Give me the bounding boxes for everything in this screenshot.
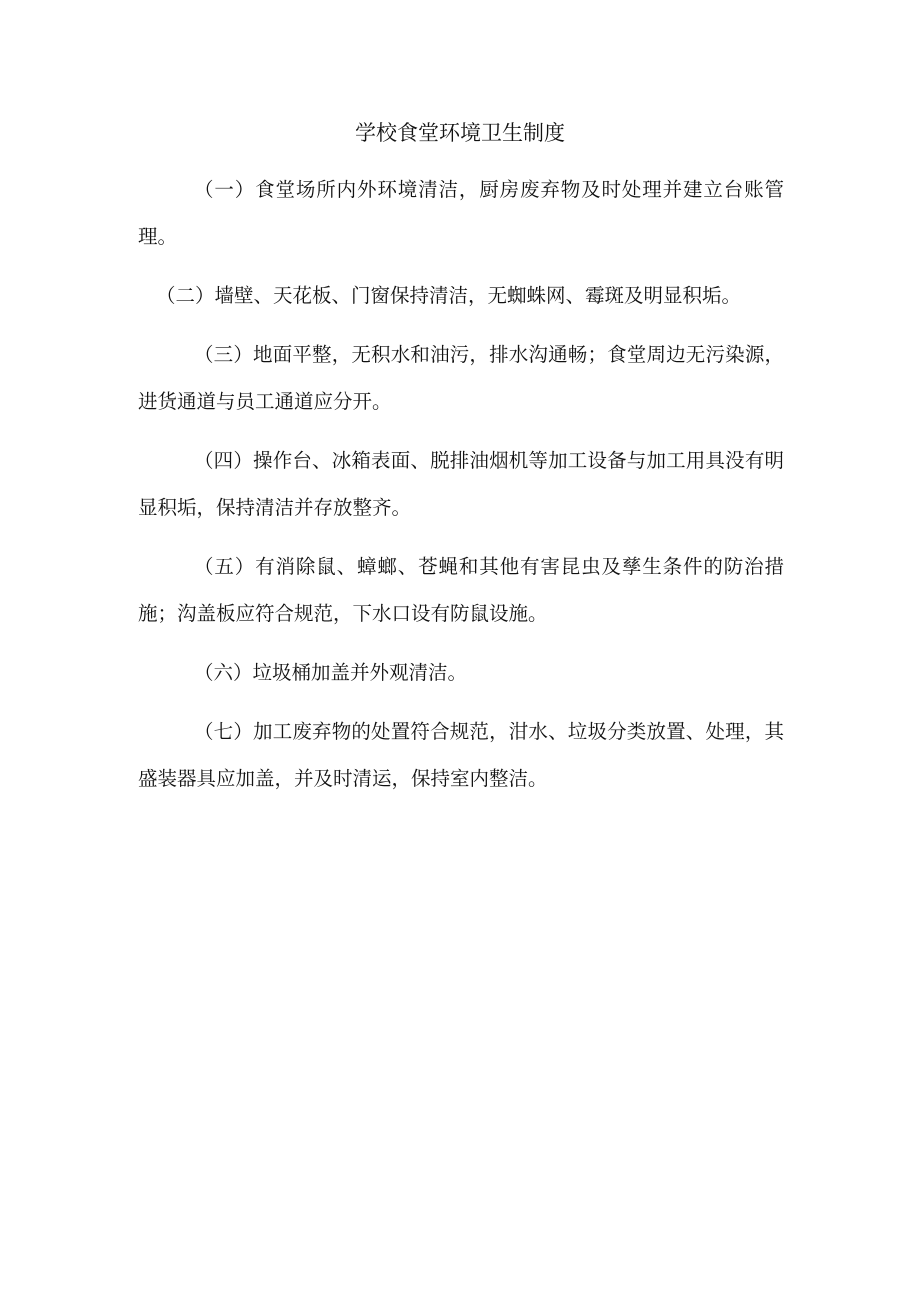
rule-paragraph-6: （六）垃圾桶加盖并外观清洁。: [194, 661, 468, 684]
rule-paragraph-5: （五）有消除鼠、蟑螂、苍蝇和其他有害昆虫及孳生条件的防治措施；沟盖板应符合规范，下水口设有防鼠设施。: [138, 555, 784, 625]
rule-paragraph-1: （一）食堂场所内外环境清洁，厨房废弃物及时处理并建立台账管理。: [138, 178, 784, 248]
rule-paragraph-4: （四）操作台、冰箱表面、脱排油烟机等加工设备与加工用具没有明显积垢，保持清洁并存放整齐。: [138, 449, 784, 519]
rule-paragraph-3: （三）地面平整，无积水和油污，排水沟通畅；食堂周边无污染源，进货通道与员工通道应分开。: [138, 343, 784, 413]
rule-paragraph-7: （七）加工废弃物的处置符合规范，泔水、垃圾分类放置、处理，其盛装器具应加盖，并及时清运，保持室内整洁。: [138, 720, 784, 790]
document-title: 学校食堂环境卫生制度: [355, 121, 565, 145]
rule-paragraph-2: （二）墙壁、天花板、门窗保持清洁，无蜘蛛网、霉斑及明显积垢。: [156, 284, 742, 307]
document-body: [138, 166, 784, 802]
